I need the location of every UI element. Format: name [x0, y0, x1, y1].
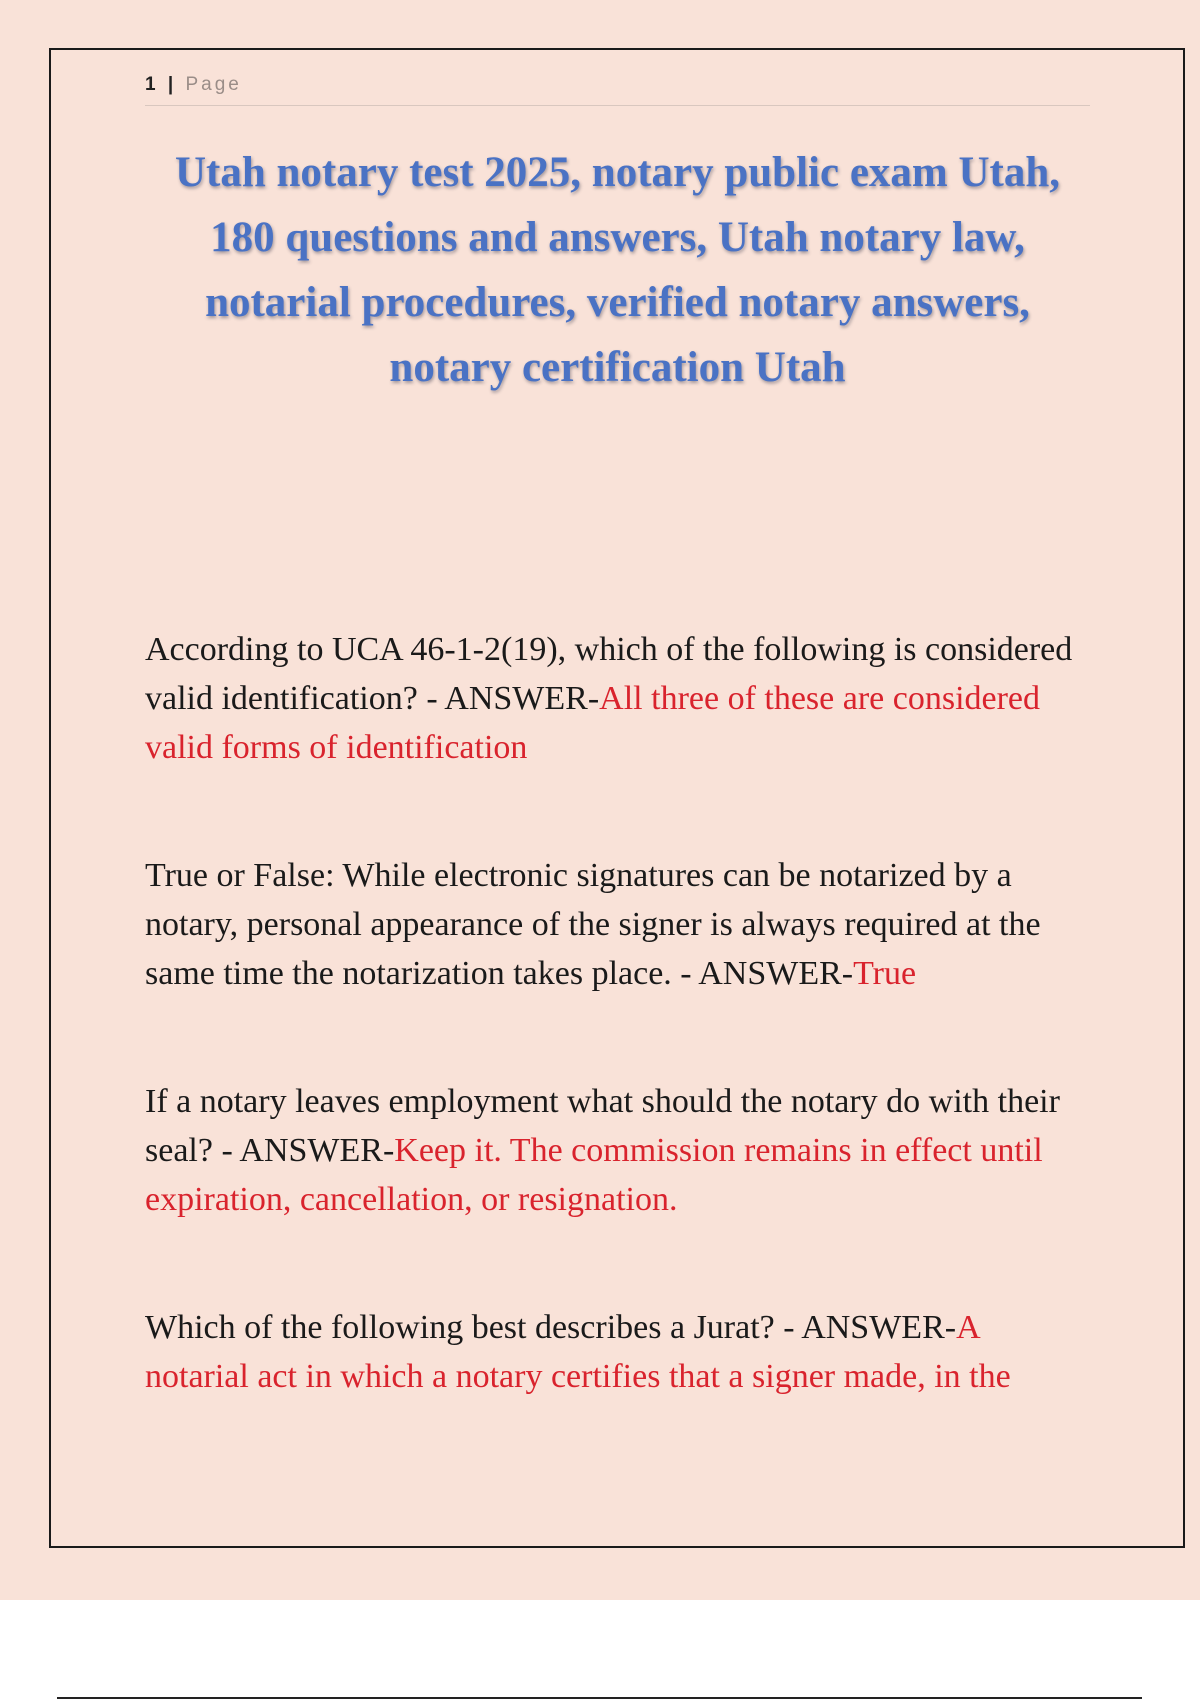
document-title: Utah notary test 2025, notary public exam Utah, 180 questions and answers, Utah notary law, notarial procedures, verified notary answers, notary certification Utah: [174, 149, 1061, 391]
question-text: Which of the following best describes a Jurat? - ANSWER-: [145, 1309, 957, 1346]
page-header: [145, 74, 1090, 106]
answer-text: True: [853, 955, 917, 992]
qa-item: [145, 625, 1090, 772]
question-text: If a notary leaves employment what should the notary do with their seal? - ANSWER-: [145, 1083, 1060, 1169]
answer-text: Keep it. The commission remains in effect until expiration, cancellation, or resignation.: [145, 1132, 1043, 1218]
header-separator: |: [167, 74, 177, 95]
answer-text: A notarial act in which a notary certifies that a signer made, in the: [145, 1309, 1011, 1395]
answer-text: All three of these are considered valid forms of identification: [145, 680, 1041, 766]
qa-item: [145, 1077, 1090, 1224]
page-number: 1: [145, 74, 159, 95]
footer-divider: [57, 1697, 1142, 1699]
qa-item: [145, 1303, 1090, 1401]
qa-item: [145, 851, 1090, 998]
page-label: Page: [185, 74, 242, 95]
question-text: According to UCA 46-1-2(19), which of the following is considered valid identification? - ANSWER-: [145, 631, 1073, 717]
question-text: True or False: While electronic signatures can be notarized by a notary, personal appearance of the signer is always required at the same time the notarization takes place. - ANSWER-: [145, 857, 1041, 992]
